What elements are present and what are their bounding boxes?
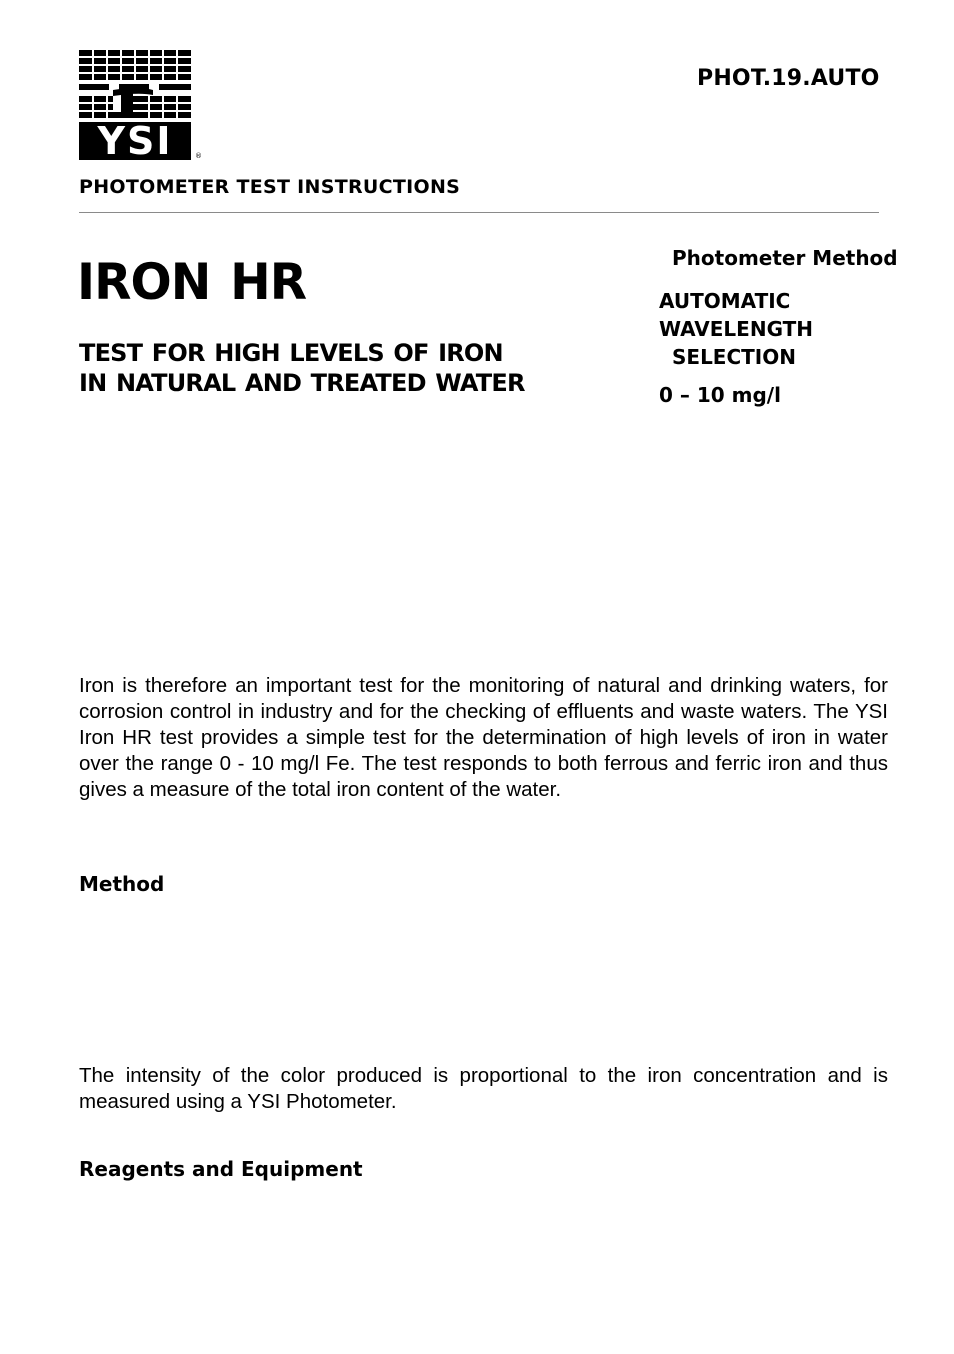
ysi-logo <box>79 50 203 160</box>
subtitle-line-1: TEST FOR HIGH LEVELS OF IRON <box>79 339 503 367</box>
wavelength-line-1: AUTOMATIC <box>659 289 791 313</box>
wavelength-line-2: WAVELENGTH <box>659 317 814 341</box>
wavelength-line-3: SELECTION <box>672 345 796 369</box>
subtitle-line-2: IN NATURAL AND TREATED WATER <box>79 369 525 397</box>
registered-mark: ® <box>195 152 202 160</box>
intro-paragraph: Iron is therefore an important test for the monitoring of natural and drinking waters, for corrosion control in industry and for the checking of effluents and waste waters. The YSI Iron HR test provides a simple test for the determination of high levels of iron in water over the range 0 - 10 mg/l Fe. The test responds to both ferrous and ferric iron and thus gives a measure of the total iron content of the water. <box>79 674 888 801</box>
document-code: PHOT.19.AUTO <box>697 66 880 91</box>
header-divider <box>79 212 879 213</box>
header-label: PHOTOMETER TEST INSTRUCTIONS <box>79 176 461 198</box>
method-heading: Method <box>79 872 165 896</box>
wavelength-selection <box>659 287 813 371</box>
reagents-heading: Reagents and Equipment <box>79 1157 363 1181</box>
measurement-range: 0 – 10 mg/l <box>659 383 781 407</box>
page-subtitle <box>79 338 525 398</box>
page-title: IRON HR <box>77 253 307 311</box>
method-type: Photometer Method <box>672 246 898 270</box>
logo-text: YSI <box>97 119 173 160</box>
color-paragraph: The intensity of the color produced is proportional to the iron concentration and is measured using a YSI Photometer. <box>79 1064 888 1113</box>
